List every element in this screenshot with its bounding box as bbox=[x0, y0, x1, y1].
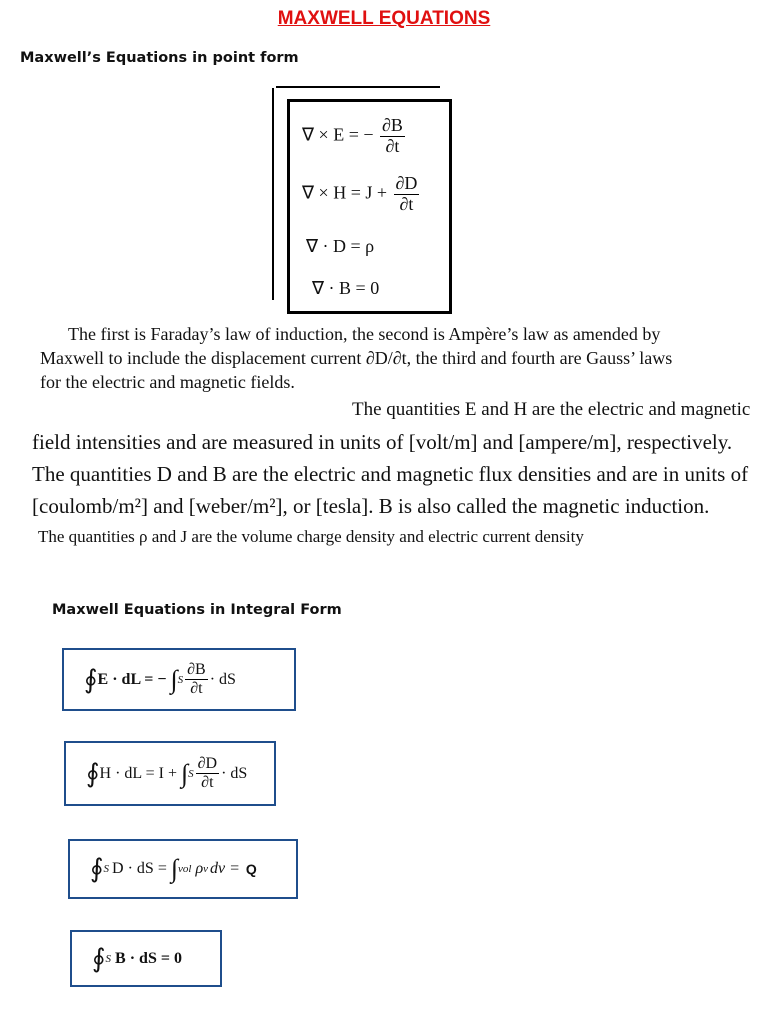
point-form-heading: Maxwell’s Equations in point form bbox=[20, 50, 299, 66]
ampere-point-equation: ∇ × H = J + $\frac{\partial D}{\partial t}$ bbox=[302, 173, 418, 214]
ampere-integral-equation: ∮ H · dL = I + ∫ S $\frac{\partial D}{\partial t}$ · dS bbox=[86, 755, 248, 791]
paragraph-density: The quantities ρ and J are the volume charge density and electric current density bbox=[38, 527, 584, 546]
faraday-integral-box bbox=[62, 648, 296, 711]
gauss-electric-integral-box bbox=[68, 839, 298, 899]
contour-integral-icon: ∮ bbox=[84, 664, 98, 694]
integral-icon: ∫ bbox=[170, 664, 178, 694]
integral-icon: ∫ bbox=[180, 758, 189, 788]
paragraph-laws: The first is Faraday’s law of induction, the second is Ampère’s law as amended by Maxwell to include the displacement current ∂D/∂t, the third and fourth are Gauss’ laws for the electric and magnetic fields. bbox=[40, 324, 673, 392]
contour-integral-icon: ∮ bbox=[86, 758, 100, 788]
paragraph-quantities: The quantities E and H are the electric and magnetic field intensities and are measured in units of [volt/m] and [ampere/m], respectively. The quantities D and B are the electric and magnetic flux densities and are in units of [coulomb/m²] and [weber/m²], or [tesla]. B is also called the magnetic induction. bbox=[32, 399, 751, 518]
gauss-electric-point-equation: ∇ · D = ρ bbox=[306, 236, 375, 256]
point-form-box bbox=[287, 99, 452, 314]
faraday-integral-equation: ∮ E · dL = − ∫ S $\frac{\partial B}{\partial t}$ · dS bbox=[84, 661, 236, 697]
ampere-integral-box bbox=[64, 741, 276, 806]
contour-integral-icon: ∮ bbox=[92, 943, 106, 973]
integral-form-heading: Maxwell Equations in Integral Form bbox=[52, 602, 342, 618]
gauss-magnetic-integral-box bbox=[70, 930, 222, 987]
divider-top bbox=[276, 86, 440, 88]
gauss-electric-integral-equation: ∮ S D · dS = ∫ vol ρ v dv = Q bbox=[90, 854, 257, 883]
contour-integral-icon: ∮ bbox=[90, 854, 104, 883]
gauss-magnetic-integral-equation: ∮ S B · dS = 0 bbox=[92, 943, 182, 973]
divider-left bbox=[272, 88, 274, 300]
gauss-magnetic-point-equation: ∇ · B = 0 bbox=[312, 278, 380, 298]
integral-icon: ∫ bbox=[170, 854, 178, 883]
faraday-point-equation: ∇ × E = − $\frac{\partial B}{\partial t}$ bbox=[302, 115, 403, 156]
page-title: MAXWELL EQUATIONS bbox=[277, 8, 491, 29]
